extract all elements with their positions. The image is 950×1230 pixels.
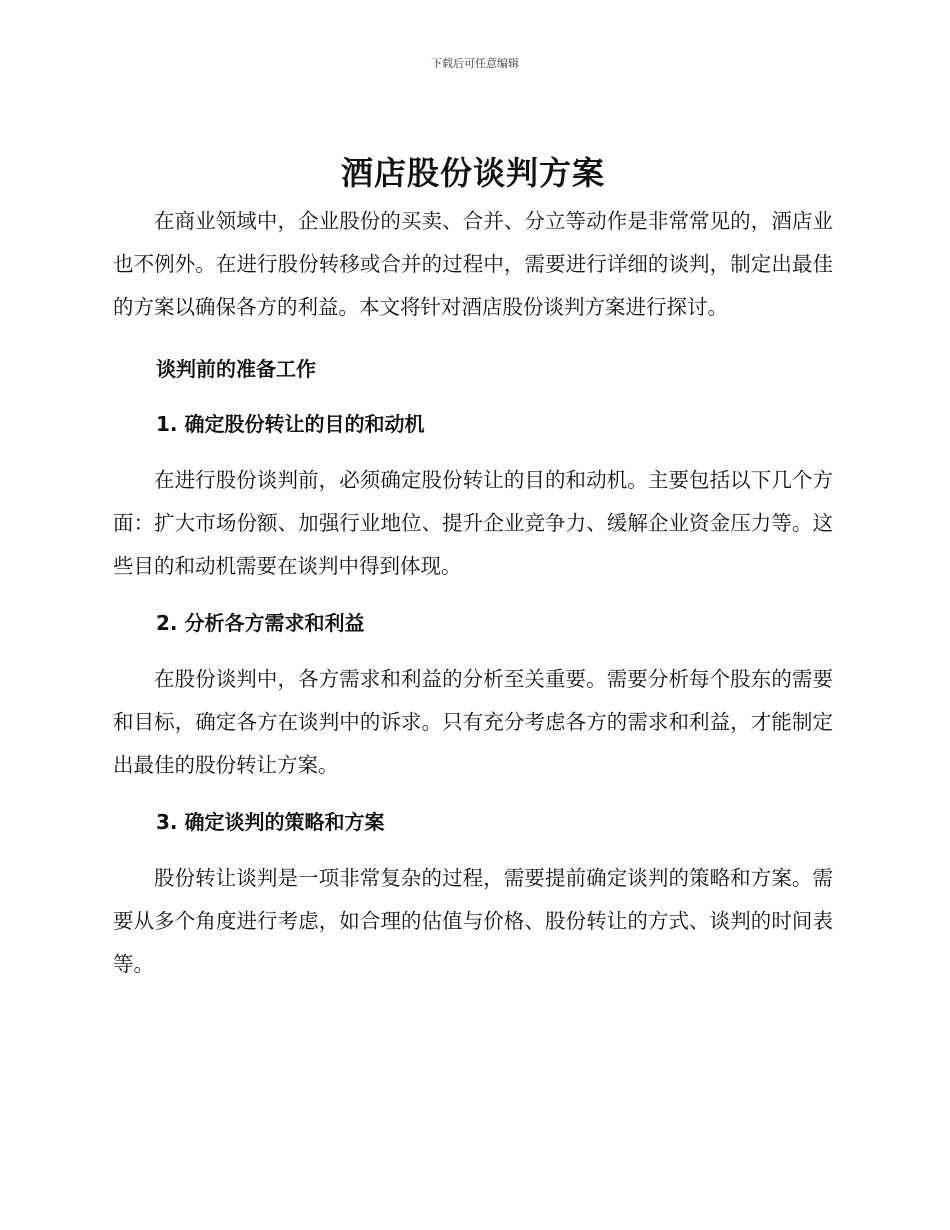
header-note: 下载后可任意编辑 (431, 57, 519, 70)
intro-paragraph: 在商业领域中，企业股份的买卖、合并、分立等动作是非常常见的，酒店业也不例外。在进行股份转移或合并的过程中，需要进行详细的谈判，制定出最佳的方案以确保各方的利益。本文将针对酒店股份谈判方案进行探讨。 (113, 209, 833, 319)
document-body (113, 148, 833, 986)
section-1-body: 在进行股份谈判前，必须确定股份转让的目的和动机。主要包括以下几个方面：扩大市场份额、加强行业地位、提升企业竞争力、缓解企业资金压力等。这些目的和动机需要在谈判中得到体现。 (113, 468, 833, 578)
section-3-body: 股份转让谈判是一项非常复杂的过程，需要提前确定谈判的策略和方案。需要从多个角度进行考虑，如合理的估值与价格、股份转让的方式、谈判的时间表等。 (113, 866, 833, 976)
preparation-heading: 谈判前的准备工作 (156, 357, 316, 381)
section-2-body: 在股份谈判中，各方需求和利益的分析至关重要。需要分析每个股东的需要和目标，确定各方在谈判中的诉求。只有充分考虑各方的需求和利益，才能制定出最佳的股份转让方案。 (113, 667, 833, 777)
section-3-heading: 3. 确定谈判的策略和方案 (156, 810, 385, 834)
section-1-heading: 1. 确定股份转让的目的和动机 (156, 412, 425, 436)
document-title: 酒店股份谈判方案 (340, 154, 605, 192)
section-2-heading: 2. 分析各方需求和利益 (156, 611, 365, 635)
